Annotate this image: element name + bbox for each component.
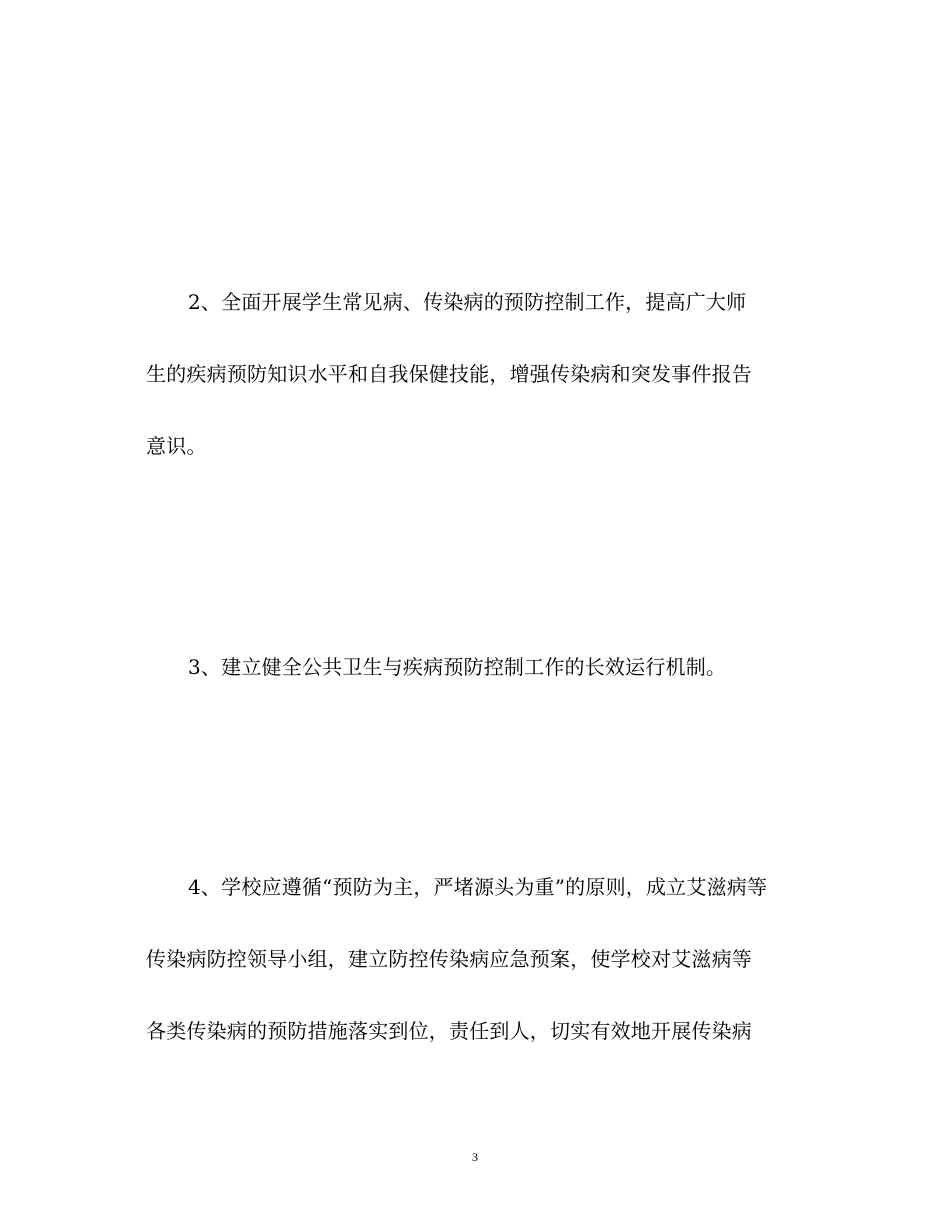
paragraph-line: 2、全面开展学生常见病、传染病的预防控制工作，提高广大师 [188,290,747,314]
paragraph-line: 生的疾病预防知识水平和自我保健技能，增强传染病和突发事件报告 [146,362,752,386]
paragraph-line: 意识。 [146,434,207,458]
paragraph-line: 各类传染病的预防措施落实到位，责任到人，切实有效地开展传染病 [146,1019,752,1043]
paragraph-line: 3、建立健全公共卫生与疾病预防控制工作的长效运行机制。 [188,655,727,679]
page-number: 3 [472,1150,478,1164]
paragraph-line: 传染病防控领导小组，建立防控传染病应急预案，使学校对艾滋病等 [146,947,752,971]
paragraph-line: 4、学校应遵循“预防为主，严堵源头为重”的原则，成立艾滋病等 [188,875,768,899]
